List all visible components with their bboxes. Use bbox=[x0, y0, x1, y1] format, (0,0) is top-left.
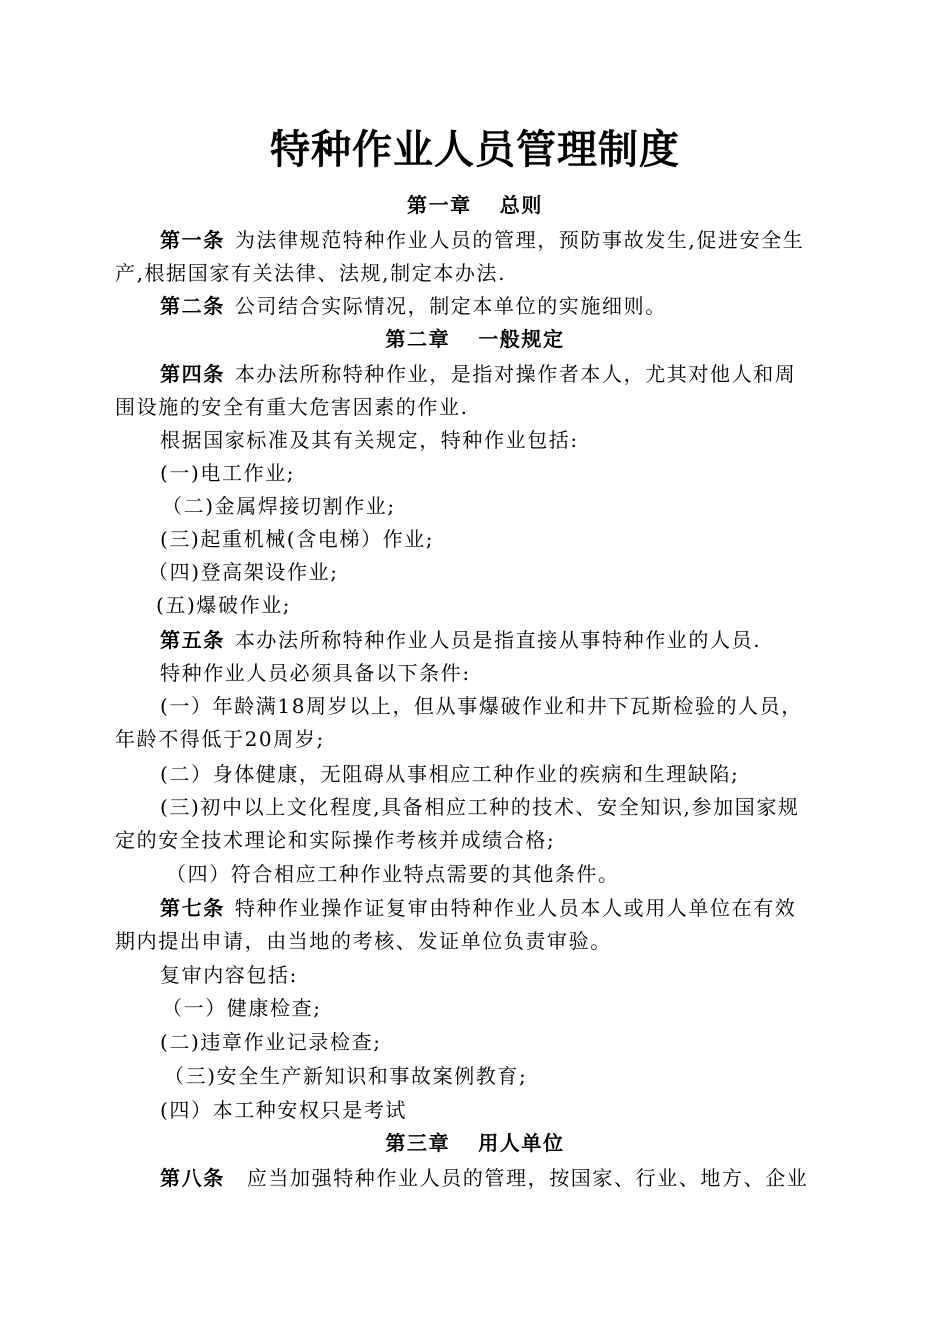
article-text: 为法律规范特种作业人员的管理，预防事故发生,促进安全生 bbox=[234, 228, 805, 252]
list-item: （三)安全生产新知识和事故案例教育; bbox=[164, 1064, 528, 1088]
condition-continuation: 年龄不得低于20周岁; bbox=[115, 727, 325, 751]
chapter-name: 用人单位 bbox=[478, 1131, 565, 1155]
article-4-intro: 根据国家标准及其有关规定，特种作业包括: bbox=[160, 428, 579, 452]
article-4-continuation: 围设施的安全有重大危害因素的作业. bbox=[115, 395, 469, 419]
chapter-name: 一般规定 bbox=[478, 327, 565, 351]
list-item: (一)电工作业; bbox=[160, 461, 296, 485]
article-4-line bbox=[160, 359, 885, 389]
condition-item: (二）身体健康，无阻碍从事相应工种作业的疾病和生理缺陷; bbox=[160, 762, 740, 786]
article-label: 第一条 bbox=[160, 228, 225, 252]
article-text: 特种作业操作证复审由特种作业人员本人或用人单位在有效 bbox=[234, 896, 797, 920]
condition-item: (三)初中以上文化程度,具备相应工种的技术、安全知识,参加国家规 bbox=[160, 795, 800, 819]
list-item: (三)起重机械(含电梯）作业; bbox=[160, 527, 435, 551]
condition-continuation: 定的安全技术理论和实际操作考核并成绩合格; bbox=[115, 828, 556, 852]
article-text: 本办法所称特种作业，是指对操作者本人，尤其对他人和周 bbox=[234, 362, 797, 386]
article-text: 公司结合实际情况，制定本单位的实施细则。 bbox=[234, 294, 667, 318]
chapter-heading bbox=[0, 1128, 950, 1158]
article-5-line bbox=[160, 625, 885, 655]
chapter-heading bbox=[0, 190, 950, 220]
article-2-line bbox=[160, 291, 885, 321]
article-1-continuation: 产,根据国家有关法律、法规,制定本办法. bbox=[115, 261, 507, 285]
article-text: 应当加强特种作业人员的管理，按国家、行业、地方、企业 bbox=[246, 1166, 809, 1190]
chapter-number: 第一章 bbox=[406, 193, 472, 217]
document-title: 特种作业人员管理制度 bbox=[270, 127, 680, 173]
condition-item: (一）年龄满18周岁以上，但从事爆破作业和井下瓦斯检验的人员， bbox=[160, 694, 803, 718]
article-label: 第五条 bbox=[160, 628, 225, 652]
list-item: (二)违章作业记录检查; bbox=[160, 1030, 382, 1054]
article-label: 第四条 bbox=[160, 362, 225, 386]
list-item: (四）本工种安权只是考试 bbox=[160, 1098, 408, 1122]
condition-item: （四）符合相应工种作业特点需要的其他条件。 bbox=[166, 862, 620, 886]
article-label: 第八条 bbox=[160, 1166, 225, 1190]
chapter-number: 第二章 bbox=[385, 327, 451, 351]
article-7-intro: 复审内容包括: bbox=[160, 963, 298, 987]
article-1-line bbox=[160, 225, 885, 255]
article-label: 第二条 bbox=[160, 294, 225, 318]
chapter-heading bbox=[0, 324, 950, 354]
list-item: （一）健康检查; bbox=[162, 996, 322, 1020]
chapter-number: 第三章 bbox=[385, 1131, 451, 1155]
article-8-line bbox=[160, 1163, 885, 1193]
article-7-continuation: 期内提出申请，由当地的考核、发证单位负责审验。 bbox=[115, 929, 612, 953]
chapter-name: 总则 bbox=[499, 193, 543, 217]
article-7-line bbox=[160, 893, 885, 923]
list-item: （四)登高架设作业; bbox=[148, 560, 339, 584]
article-text: 本办法所称特种作业人员是指直接从事特种作业的人员. bbox=[234, 628, 762, 652]
list-item: (五)爆破作业; bbox=[156, 593, 292, 617]
article-label: 第七条 bbox=[160, 896, 225, 920]
list-item: （二)金属焊接切割作业; bbox=[162, 494, 396, 518]
article-5-intro: 特种作业人员必须具备以下条件: bbox=[160, 661, 471, 685]
